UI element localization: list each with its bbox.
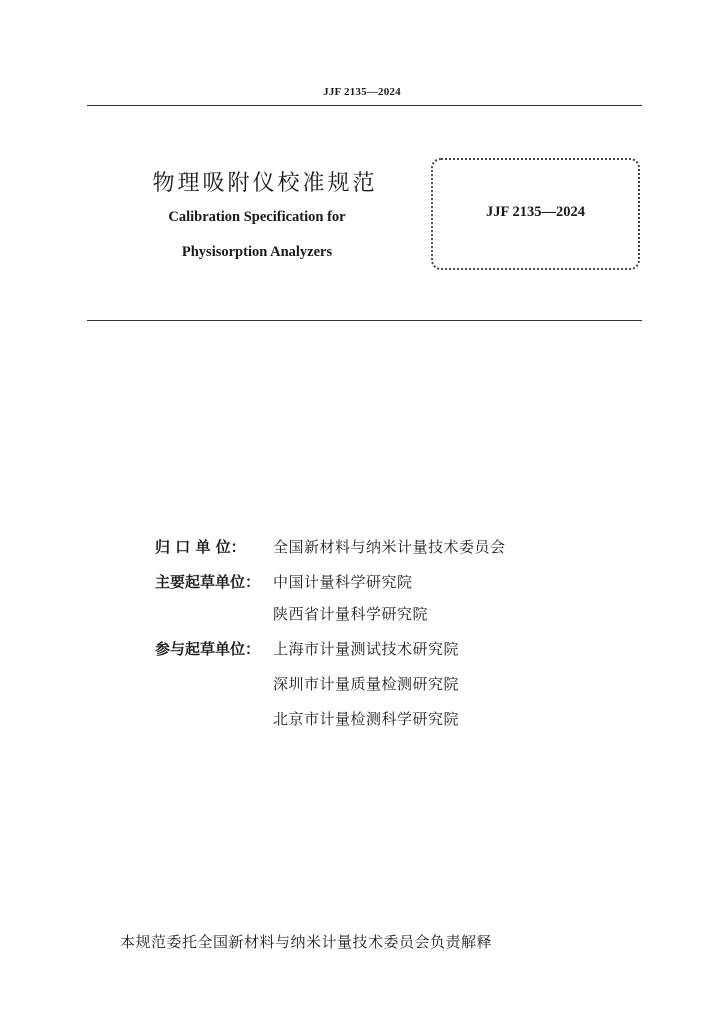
participating-unit-1: 上海市计量测试技术研究院 xyxy=(273,640,460,658)
header-code: JJF 2135—2024 xyxy=(323,86,401,98)
code-box-number: JJF 2135—2024 xyxy=(486,204,585,220)
title-english-line2: Physisorption Analyzers xyxy=(181,244,333,260)
title-english-line1: Calibration Specification for xyxy=(168,209,346,225)
responsible-unit-value: 全国新材料与纳米计量技术委员会 xyxy=(273,538,506,556)
participating-unit-2: 深圳市计量质量检测研究院 xyxy=(273,675,460,693)
participating-unit-label: 参与起草单位： xyxy=(155,640,261,658)
participating-unit-3: 北京市计量检测科学研究院 xyxy=(273,710,460,728)
responsible-unit-label: 归 口 单 位： xyxy=(155,538,246,556)
footer-interpretation-note: 本规范委托全国新材料与纳米计量技术委员会负责解释 xyxy=(120,933,493,951)
title-chinese: 物理吸附仪校准规范 xyxy=(152,171,378,196)
main-drafting-unit-2: 陕西省计量科学研究院 xyxy=(273,605,429,623)
title-divider xyxy=(87,320,642,321)
main-drafting-unit-label: 主要起草单位： xyxy=(155,573,261,591)
main-drafting-unit-1: 中国计量科学研究院 xyxy=(273,573,413,591)
header-divider xyxy=(87,105,642,106)
